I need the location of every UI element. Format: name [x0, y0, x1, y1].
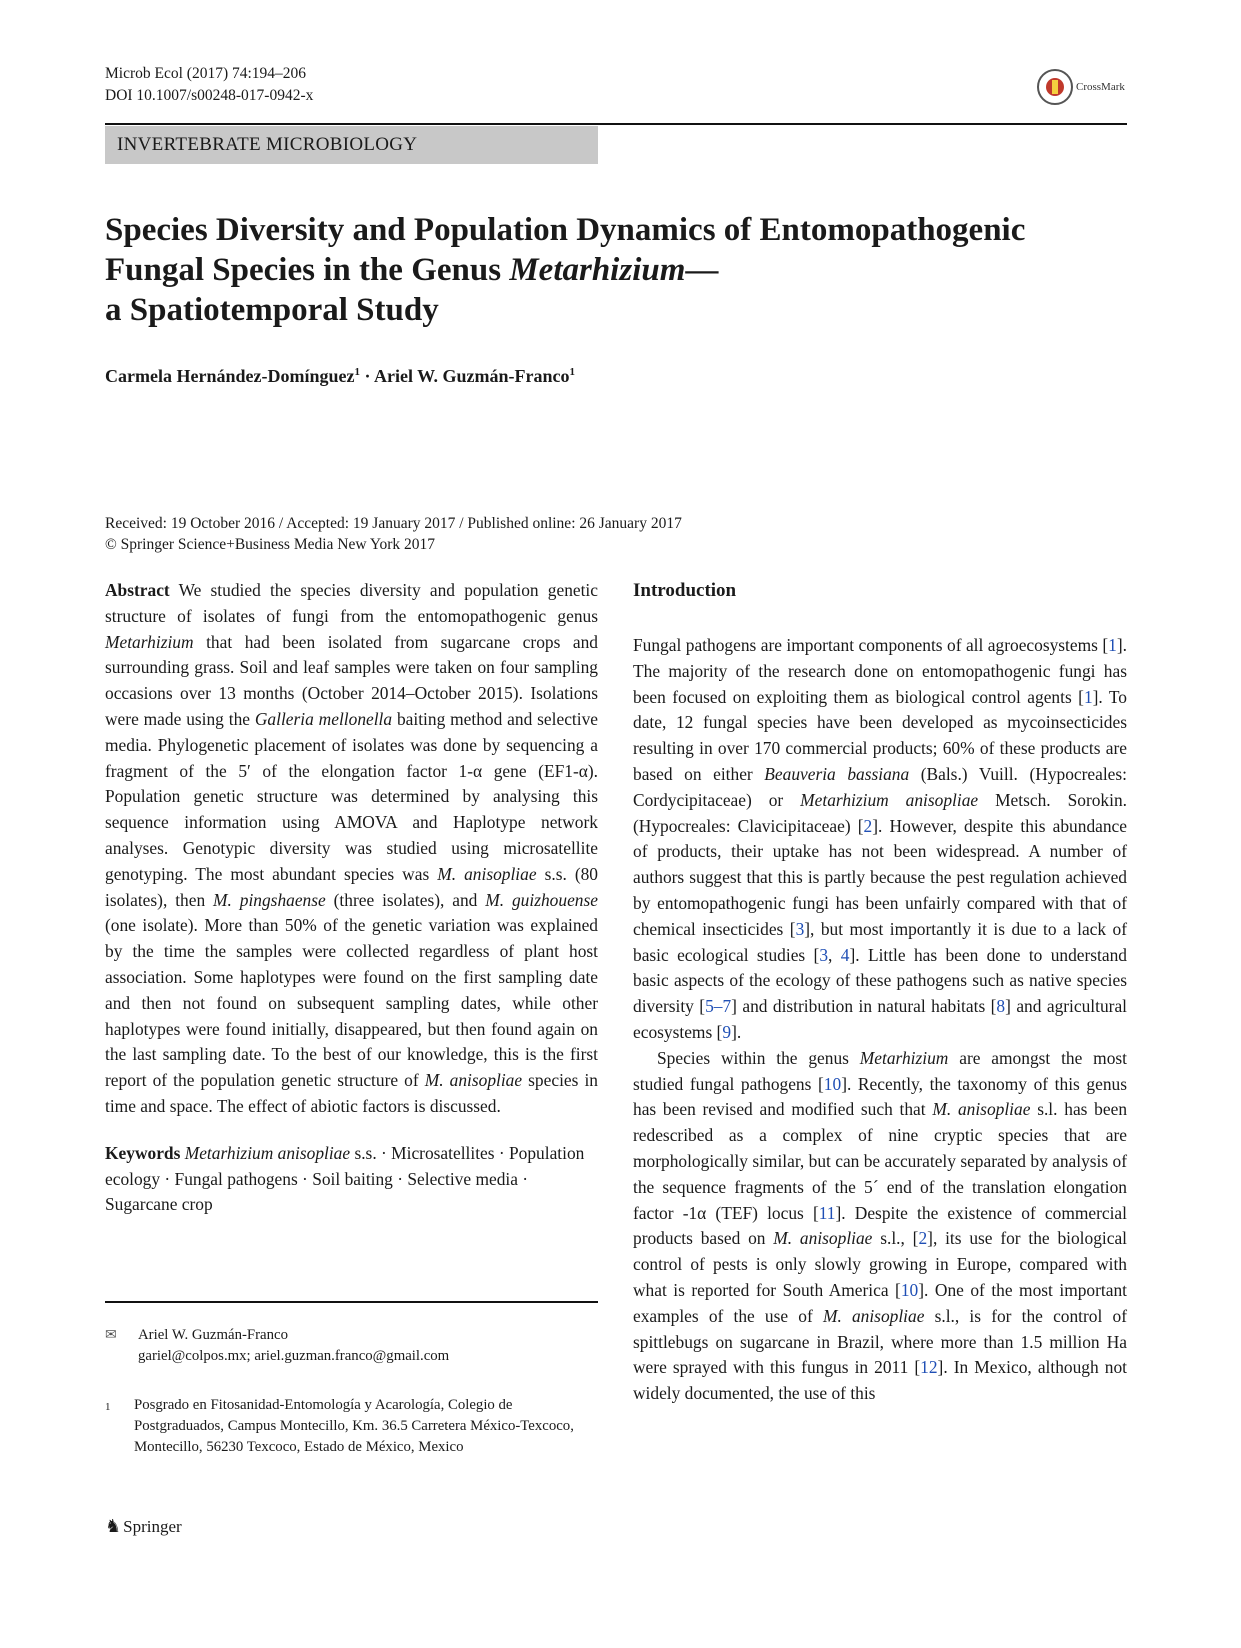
intro-species: M. anisopliae: [822, 1305, 925, 1326]
citation-link[interactable]: 1: [1083, 686, 1093, 707]
correspondence: [105, 1325, 598, 1367]
journal-doi[interactable]: DOI 10.1007/s00248-017-0942-x: [105, 87, 314, 104]
citation-link[interactable]: 12: [920, 1357, 938, 1378]
intro-text: ]. Despite the existence of commercial products based on: [633, 1202, 1127, 1249]
keywords-list: s.s. · Microsatellites · Population ecology · Fungal pathogens · Soil baiting · Selective media · Sugarcane crop: [105, 1142, 585, 1215]
intro-species: M. anisopliae: [932, 1099, 1031, 1120]
citation-link[interactable]: 9: [722, 1021, 732, 1042]
title-line-3: a Spatiotemporal Study: [105, 292, 439, 328]
keyword-species: Metarhizium anisopliae: [184, 1142, 351, 1163]
intro-species: Beauveria bassiana: [764, 763, 910, 784]
keywords: [105, 1141, 598, 1218]
intro-text: ]. Recently, the taxonomy of this genus has been revised and modified such that: [633, 1073, 1127, 1120]
citation-link[interactable]: 8: [996, 996, 1006, 1017]
envelope-icon: ✉: [105, 1328, 117, 1343]
citation-link[interactable]: 4: [840, 944, 850, 965]
citation-link[interactable]: 10: [900, 1279, 919, 1300]
citation-link[interactable]: 1: [1108, 635, 1117, 655]
intro-text: (Bals.) Vuill. (Hypocreales: Cordycipitaceae) or: [633, 763, 1127, 810]
intro-paragraph-1: [633, 633, 1127, 1046]
abstract-text: We studied the species diversity and population genetic structure of isolates of fungi from the entomopathogenic genus: [105, 580, 598, 626]
citation-link[interactable]: 10: [823, 1073, 842, 1094]
abstract-species: Metarhizium: [105, 631, 194, 652]
footnote-rule: [105, 1301, 598, 1303]
intro-text: ], its use for the biological control of pests is only slowly growing in Europe, compared with what is reported for South America [: [633, 1228, 1128, 1300]
intro-text: ] and agricultural ecosystems [: [633, 996, 1128, 1042]
intro-text: ]. However, despite this abundance of products, their uptake has not been widespread. A number of authors suggest that this is partly because the pest regulation achieved by entomopathogenic fungi has been unfairly compared with that of chemical insecticides [: [633, 815, 1127, 939]
header-rule: [105, 123, 1127, 125]
abstract-text: baiting method and selective media. Phylogenetic placement of isolates was done by sequencing a fragment of the 5′ of the elongation factor 1-α gene (EF1-α). Population genetic structure was determined by analysing this sequence information using AMOVA and Haplotype network analyses. Genotypic diversity was studied using microsatellite genotyping. The most abundant species was: [105, 708, 598, 884]
copyright: © Springer Science+Business Media New York 2017: [105, 536, 436, 553]
intro-text: ], but most importantly it is due to a lack of basic ecological studies [: [633, 918, 1127, 965]
abstract-species: M. pingshaense: [213, 889, 326, 910]
intro-species: Metarhizium: [859, 1047, 949, 1068]
author-2-affil: 1: [569, 366, 575, 378]
introduction-heading: Introduction: [633, 580, 737, 601]
crossmark-label: CrossMark: [1076, 81, 1125, 93]
left-column: [105, 578, 598, 1218]
citation-link[interactable]: 3: [819, 944, 829, 965]
title-genus: Metarhizium: [509, 252, 686, 288]
intro-species: Metarhizium anisopliae: [800, 789, 979, 810]
author-1-affil: 1: [354, 366, 360, 378]
author-1[interactable]: Carmela Hernández-Domínguez: [105, 366, 355, 386]
affiliation: [105, 1395, 598, 1458]
author-list: [105, 366, 575, 387]
intro-text: s.l., is for the control of spittlebugs on sugarcane in Brazil, where more than 1.5 million Ha were sprayed with this fungus in 2011 [: [633, 1305, 1127, 1378]
abstract-species: Galleria mellonella: [254, 708, 393, 729]
intro-text: ] and distribution in natural habitats [: [731, 996, 997, 1017]
affiliation-text: Posgrado en Fitosanidad-Entomología y Acarología, Colegio de Postgraduados, Campus Montecillo, Km. 36.5 Carretera México-Texcoco, Montecillo, 56230 Texcoco, Estado de México, Mexico: [134, 1397, 574, 1455]
intro-text: ]. To date, 12 fungal species have been developed as mycoinsecticides resulting in over 170 commercial products; 60% of these products are based on either: [633, 686, 1127, 784]
intro-paragraph-2: [633, 1046, 1127, 1407]
citation-link[interactable]: 5–7: [705, 996, 732, 1017]
right-column: [633, 578, 1127, 1407]
abstract-species: M. anisopliae: [424, 1070, 523, 1091]
abstract-text: (three isolates), and: [325, 889, 486, 910]
title-line-2-text: Fungal Species in the Genus: [105, 252, 510, 288]
publisher-name: Springer: [123, 1516, 182, 1536]
intro-text: Species within the genus: [657, 1047, 860, 1068]
abstract-text: species in time and space. The effect of abiotic factors is discussed.: [105, 1070, 598, 1116]
corresponding-email[interactable]: gariel@colpos.mx; ariel.guzman.franco@gmail.com: [138, 1348, 450, 1364]
history-dates: Received: 19 October 2016 / Accepted: 19 January 2017 / Published online: 26 January 2017: [105, 515, 682, 532]
publication-dates: [105, 513, 682, 555]
abstract-text: that had been isolated from sugarcane crops and surrounding grass. Soil and leaf samples were taken on four sampling occasions over 13 months (October 2014–October 2015). Isolations were made using the: [105, 631, 598, 729]
abstract-text: s.s. (80 isolates), then: [105, 863, 599, 910]
publisher-footer: [105, 1516, 182, 1537]
section-label: INVERTEBRATE MICROBIOLOGY: [105, 126, 598, 164]
affiliation-number: 1: [105, 1401, 111, 1413]
author-separator: ·: [359, 366, 374, 386]
intro-text: s.l., [: [872, 1228, 919, 1249]
abstract-species: M. guizhouense: [485, 889, 598, 910]
citation-link[interactable]: 11: [818, 1202, 836, 1223]
springer-horse-icon: ♞: [105, 1516, 122, 1536]
intro-text: s.l. has been redescribed as a complex of nine cryptic species that are morphologically similar, but can be accurately separated by analysis of the sequence fragments of the 5´ end of the translation elongation factor -1α (TEF) locus [: [633, 1099, 1128, 1223]
citation-link[interactable]: 2: [863, 815, 873, 836]
article-title: [105, 210, 1145, 330]
intro-text: ]. Little has been done to understand basic aspects of the ecology of these pathogens such as native species diversity [: [633, 944, 1127, 1017]
title-line-2: [105, 250, 1145, 290]
intro-text: are amongst the most studied fungal pathogens [: [633, 1047, 1128, 1094]
intro-text: ,: [828, 944, 841, 965]
crossmark-icon: [1037, 69, 1073, 105]
corresponding-author: Ariel W. Guzmán-Franco: [138, 1327, 288, 1343]
intro-text: Metsch. Sorokin. (Hypocreales: Clavicipitaceae) [: [633, 789, 1128, 836]
intro-text: Fungal pathogens are important components of all agroecosystems [: [633, 635, 1109, 655]
title-dash: —: [685, 252, 719, 288]
abstract-species: M. anisopliae: [437, 863, 537, 884]
citation-link[interactable]: 3: [795, 918, 805, 939]
intro-text: ]. One of the most important examples of the use of: [633, 1279, 1127, 1326]
abstract-text: (one isolate). More than 50% of the genetic variation was explained by the time the samples were collected regardless of plant host association. Some haplotypes were found on the first sampling date and then not found on subsequent sampling dates, while other haplotypes were found initially, disappeared, but then found again on the last sampling date. To the best of our knowledge, this is the first report of the population genetic structure of: [105, 915, 598, 1091]
journal-citation: [105, 63, 313, 107]
intro-text: ]. The majority of the research done on entomopathogenic fungi has been focused on exploiting them as biological control agents [: [633, 635, 1127, 707]
intro-text: ]. In Mexico, although not widely documented, the use of this: [633, 1357, 1127, 1404]
abstract: [105, 578, 598, 1120]
title-line-1: Species Diversity and Population Dynamics of Entomopathogenic: [105, 212, 1026, 248]
intro-species: M. anisopliae: [773, 1228, 873, 1249]
author-2[interactable]: Ariel W. Guzmán-Franco: [373, 366, 570, 386]
citation-link[interactable]: 2: [918, 1228, 928, 1249]
journal-volume: Microb Ecol (2017) 74:194–206: [105, 65, 307, 82]
crossmark-badge[interactable]: [1037, 69, 1157, 105]
abstract-heading: Abstract: [105, 580, 170, 600]
keywords-heading: Keywords: [105, 1142, 181, 1163]
intro-text: ].: [731, 1021, 742, 1042]
